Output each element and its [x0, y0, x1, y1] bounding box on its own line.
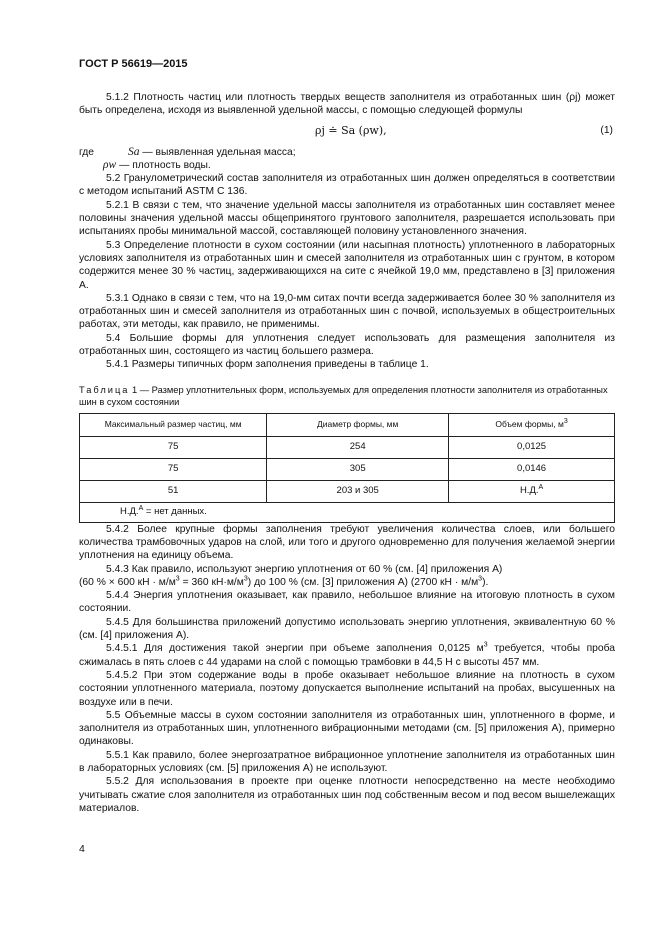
- page-number: 4: [79, 843, 85, 855]
- header-mold-diameter: Диаметр формы, мм: [267, 413, 449, 436]
- paragraph-5-3: 5.3 Определение плотности в сухом состоянии (или насыпная плотность) уплотненного в лабораторных условиях заполнителя из отработанных шин и смесей заполнителя из отработанных шин с грунтом, в котором содержится менее 30 % частиц, задерживающихся на сите с ячейкой 19,0 мм, представлено в [3] приложения А.: [79, 239, 615, 291]
- table-row: 51 203 и 305 Н.Д.$^A$: [80, 480, 615, 502]
- paragraph-5-4-5-2: 5.4.5.2 При этом содержание воды в пробе оказывает небольшое влияние на плотность в сухом состоянии уплотненного материала, поэтому допускается выполнение испытаний на пробах, высушенных на воздухе или в печи.: [79, 669, 615, 708]
- header-max-particle: Максимальный размер частиц, мм: [80, 413, 267, 436]
- table-note-row: [80, 502, 615, 522]
- symbol-sa: Sa: [128, 145, 140, 158]
- paragraph-5-4-3-line2: (60 % × 600 кН · $м/м^3 = 360$ $кН\cdot м/м^3$) до 100 % (см. [3] приложения А) (2700 кН · $м/м^3$).: [79, 575, 489, 588]
- formula-1: [79, 118, 615, 146]
- paragraph-5-4-2: 5.4.2 Более крупные формы заполнения требуют увеличения количества слоев, или большего количества трамбовочных ударов на слой, или того и другого одновременно для получения желаемой энергии уплотнения на единицу объема.: [79, 523, 615, 562]
- definition-sa: где Sa — выявленная удельная масса;: [79, 145, 296, 158]
- paragraph-5-4-5-1: 5.4.5.1 Для достижения такой энергии при объеме заполнения 0,0125 $м^3$ требуется, чтобы проба сжималась в пять слоев с 44 ударами на слой с помощью трамбовки в 44,5 Н с высоты 457 мм.: [79, 641, 615, 668]
- table-caption: Таблица 1 — Размер уплотнительных форм, используемых для определения плотности заполнителя из отработанных шин в сухом состоянии: [79, 384, 608, 407]
- paragraph-5-4: 5.4 Большие формы для уплотнения следует использовать для размещения заполнителя из отработанных шин, состоящего из частиц большего размера.: [79, 332, 615, 358]
- paragraph-5-5-1: 5.5.1 Как правило, более энергозатратное вибрационное уплотнение заполнителя из отработанных шин в лабораторных условиях (см. [5] приложения А) не используют.: [79, 749, 615, 774]
- formula-expression: ρj ≐ Sa (ρw),: [315, 123, 387, 137]
- table-note: Н.Д.$^A$ = нет данных.: [80, 502, 615, 522]
- paragraph-5-4-5: 5.4.5 Для большинства приложений допустимо использовать энергию уплотнения, эквивалентную 60 % (см. [4] приложения А).: [79, 616, 615, 642]
- paragraph-5-3-1: 5.3.1 Однако в связи с тем, что на 19,0-мм ситах почти всегда задерживается более 30 % заполнителя из отработанных шин и смесей заполнителя из отработанных шин с почвой, используемых в общестроительных работах, эти методы, как правило, не применимы.: [79, 292, 615, 331]
- paragraph-5-1-2: 5.1.2 Плотность частиц или плотность твердых веществ заполнителя из отработанных шин (ρj) может быть определена, исходя из выявленной удельной массы, с помощью следующей формулы: [79, 92, 615, 117]
- table-row: 75 305 0,0146: [80, 458, 615, 480]
- definition-rho-w: ρw — плотность воды.: [103, 158, 211, 171]
- symbol-rho-w: ρw: [103, 158, 117, 171]
- paragraph-5-5: 5.5 Объемные массы в сухом состоянии заполнителя из отработанных шин, уплотненного в форме, и заполнителя из отработанных шин, уплотненного вибрационными методами (см. [5] приложения А), примерно одинаковы.: [79, 709, 615, 748]
- paragraph-5-2: 5.2 Гранулометрический состав заполнителя из отработанных шин должен определяться в соответствии с методом испытаний ASTM C 136.: [79, 173, 615, 198]
- table-header-row: [80, 413, 615, 436]
- page-body: [79, 91, 615, 815]
- paragraph-5-2-1: 5.2.1 В связи с тем, что значение удельной массы заполнителя из отработанных шин составляет менее половины значения удельной массы общепринятого грунтового заполнителя, разрешается использовать при испытаниях пробы минимальной массой, составляющей половину установленного значения.: [79, 199, 615, 238]
- mold-size-table: [79, 413, 615, 523]
- paragraph-5-4-4: 5.4.4 Энергия уплотнения оказывает, как правило, небольшое влияние на итоговую плотность в сухом состоянии.: [79, 590, 615, 615]
- paragraph-5-4-3-line1: 5.4.3 Как правило, используют энергию уплотнения от 60 % (см. [4] приложения А): [106, 563, 503, 575]
- table-row: 75 254 0,0125: [80, 436, 615, 458]
- paragraph-5-4-1: 5.4.1 Размеры типичных форм заполнения приведены в таблице 1.: [106, 359, 429, 371]
- formula-number: (1): [600, 124, 613, 136]
- header-mold-volume: Объем формы, $м^3$: [449, 413, 615, 436]
- document-header: ГОСТ Р 56619—2015: [79, 58, 188, 70]
- paragraph-5-5-2: 5.5.2 Для использования в проекте при оценке плотности непосредственно на месте необходимо учитывать сжатие слоя заполнителя из отработанных шин под собственным весом и под весом вышележащих материалов.: [79, 776, 615, 814]
